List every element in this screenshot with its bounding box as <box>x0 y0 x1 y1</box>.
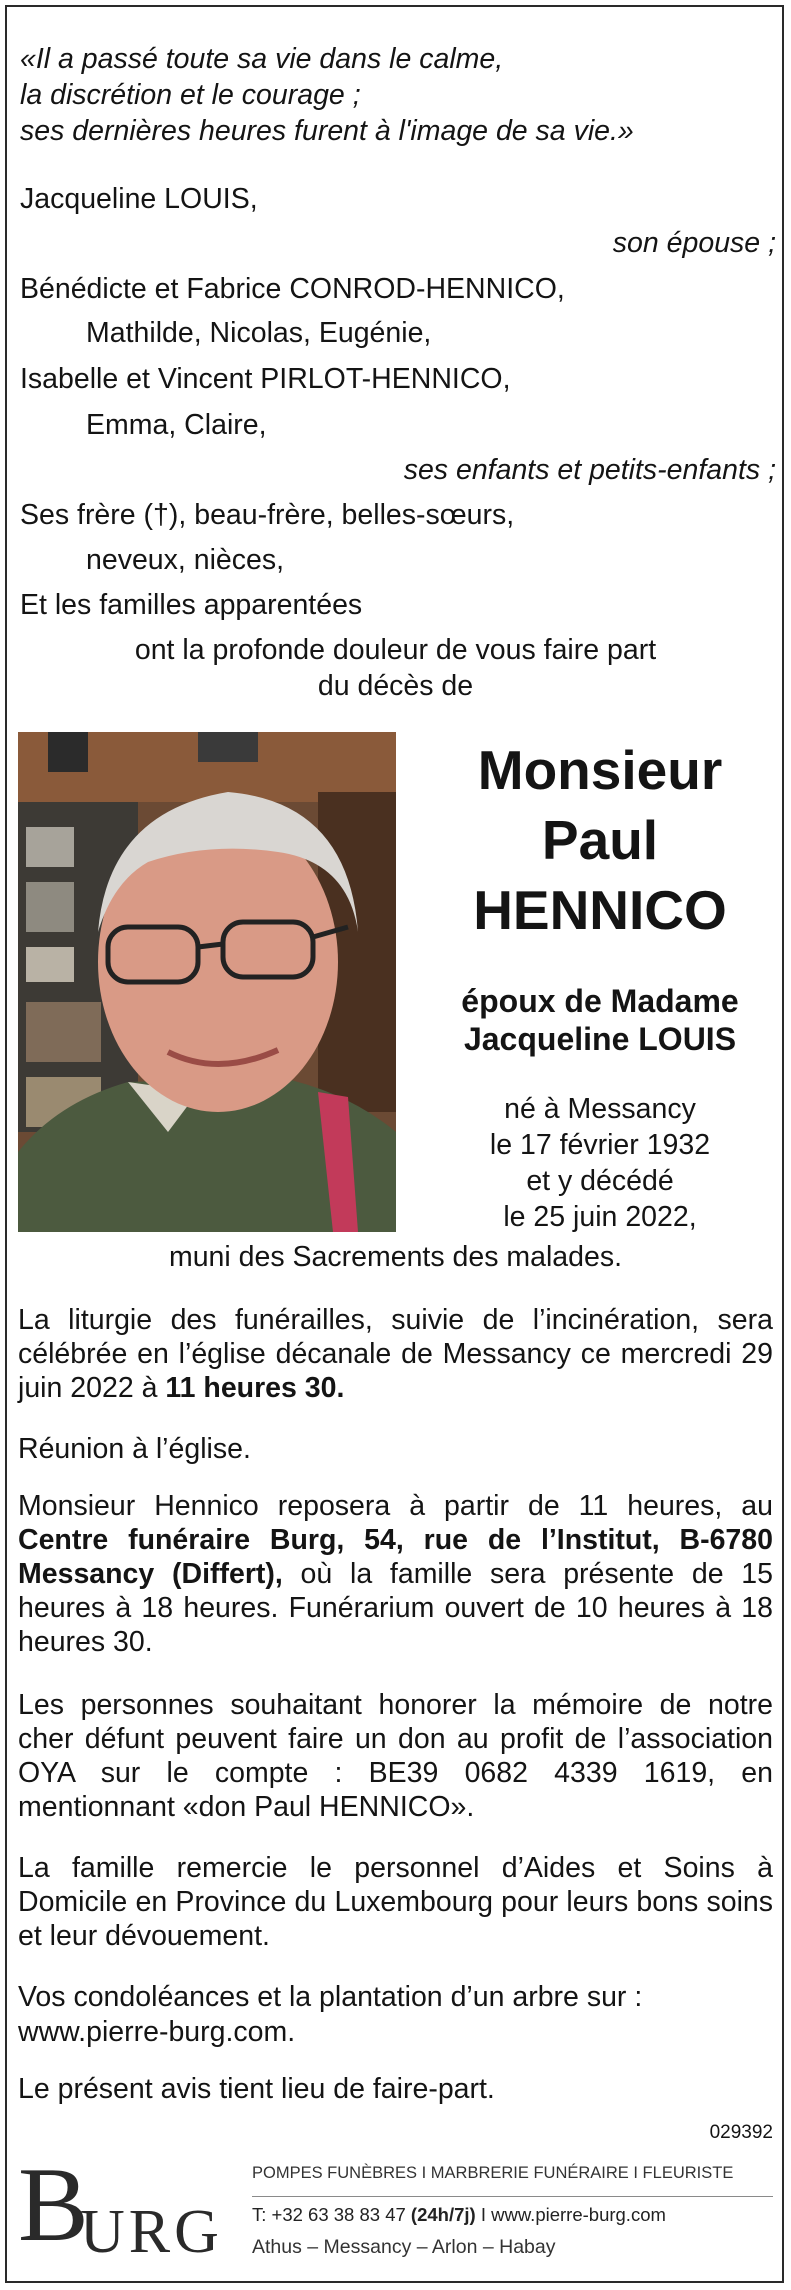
donation-paragraph: Les personnes souhaitant honorer la mémoire de notre cher défunt peuvent faire un don au profit de l’association OYA sur le compte : BE39 0682 4339 1619, en mentionnant «don Paul HENNICO». <box>18 1689 773 1823</box>
quote-line-1: «Il a passé toute sa vie dans le calme, <box>20 43 504 75</box>
deceased-title: Monsieur <box>477 739 723 801</box>
locations-line: Athus – Messancy – Arlon – Habay <box>252 2236 556 2258</box>
liturgy-time: 11 heures 30. <box>165 1372 345 1404</box>
family-line-relatives: Et les familles apparentées <box>20 589 363 621</box>
repose-text-2: où la famille sera présente de 15 heures à 18 heures. Funérarium ouvert de 10 heures à 18 heures 30. <box>18 1558 774 1658</box>
announcement-line-1: ont la profonde douleur de vous faire part <box>134 634 657 666</box>
liturgy-paragraph <box>18 1303 773 1405</box>
condolences-line-1: Vos condoléances et la plantation d’un arbre sur : <box>18 1981 643 2013</box>
logo-b: B <box>18 2146 89 2263</box>
died-place: et y décédé <box>526 1165 674 1197</box>
sacrements-line: muni des Sacrements des malades. <box>168 1241 623 1273</box>
logo-rest: URG <box>80 2198 223 2266</box>
deceased-last-name: HENNICO <box>473 879 727 941</box>
contact-line <box>252 2204 666 2226</box>
family-line-grandchildren-2: Emma, Claire, <box>86 409 267 441</box>
repose-paragraph <box>18 1489 773 1659</box>
thanks-paragraph: La famille remercie le personnel d’Aides et Soins à Domicile en Province du Luxembourg pour leurs bons soins et leur dévouement. <box>18 1852 773 1952</box>
quote-line-3: ses dernières heures furent à l'image de sa vie.» <box>20 115 634 147</box>
spouse-line-1: époux de Madame <box>461 983 739 1019</box>
phone-number[interactable]: T: +32 63 38 83 47 <box>252 2204 411 2225</box>
family-line-child-2: Isabelle et Vincent PIRLOT-HENNICO, <box>20 363 511 395</box>
family-line-child-1: Bénédicte et Fabrice CONROD-HENNICO, <box>20 273 565 305</box>
born-date: le 17 février 1932 <box>489 1129 711 1161</box>
portrait-photo <box>18 732 396 1232</box>
reunion-paragraph: Réunion à l’église. <box>18 1433 251 1465</box>
liturgy-text: La liturgie des funérailles, suivie de l’incinération, sera célébrée en l’église décanale de Messancy ce mercredi 29 juin 2022 à <box>18 1304 773 1404</box>
born-place: né à Messancy <box>504 1093 696 1125</box>
spouse-line-2: Jacqueline LOUIS <box>463 1021 737 1057</box>
website-link[interactable]: I www.pierre-burg.com <box>475 2204 666 2225</box>
family-line-grandchildren-1: Mathilde, Nicolas, Eugénie, <box>86 317 432 349</box>
quote-line-2: la discrétion et le courage ; <box>20 79 361 111</box>
services-line: POMPES FUNÈBRES I MARBRERIE FUNÉRAIRE I FLEURISTE <box>252 2164 734 2182</box>
funeral-center-address: Centre funéraire Burg, 54, rue de l’Institut, B-6780 Messancy (Differt), <box>18 1524 773 1590</box>
reference-number: 029392 <box>709 2122 773 2143</box>
faire-part-line: Le présent avis tient lieu de faire-part. <box>18 2073 495 2105</box>
deceased-first-name: Paul <box>541 809 659 871</box>
family-line-nephews: neveux, nièces, <box>86 544 285 576</box>
died-date: le 25 juin 2022, <box>503 1201 697 1233</box>
family-role-spouse: son épouse ; <box>612 227 776 259</box>
phone-hours: (24h/7j) <box>410 2204 476 2225</box>
family-line-siblings: Ses frère (†), beau-frère, belles-sœurs, <box>20 499 515 531</box>
footer-divider <box>252 2196 773 2197</box>
family-role-children: ses enfants et petits-enfants ; <box>403 454 776 486</box>
repose-text-1: Monsieur Hennico reposera à partir de 11 heures, au <box>18 1490 773 1522</box>
condolences-link[interactable]: www.pierre-burg.com. <box>18 2016 296 2048</box>
burg-logo <box>18 2146 228 2267</box>
family-line-spouse: Jacqueline LOUIS, <box>20 183 258 215</box>
announcement-line-2: du décès de <box>317 670 474 702</box>
